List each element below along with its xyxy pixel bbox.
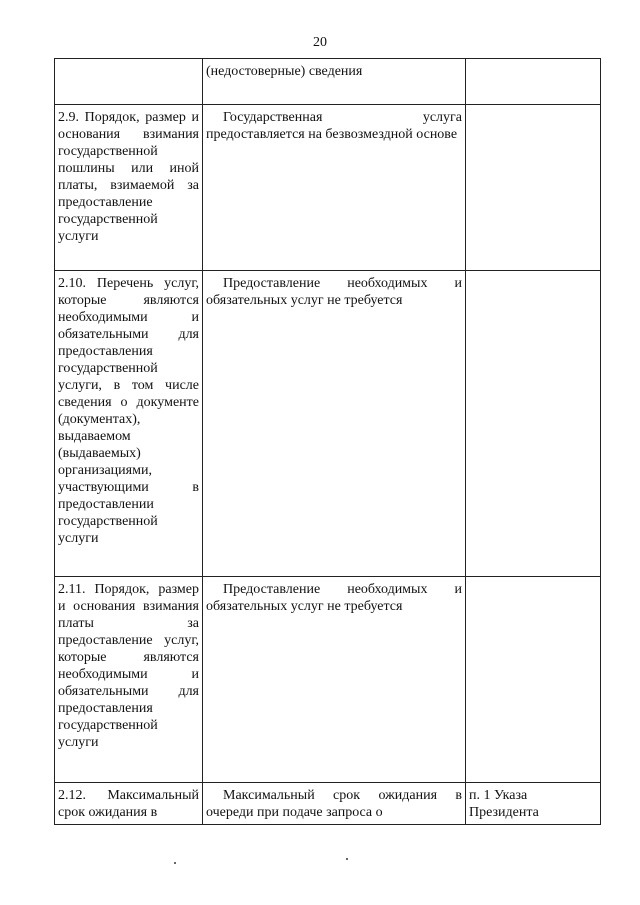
row-reference-cell <box>466 577 601 783</box>
page-number: 20 <box>313 35 327 50</box>
row-reference-cell: п. 1 Указа Президента <box>466 783 601 825</box>
row-heading-cell: 2.10. Перечень услуг, которые являются необходимыми и обязательными для предоставления государственной услуги, в том числе сведения о документе (документах), выдаваемом (выдаваемых) организациями, участвующими в предоставлении государственной услуги <box>55 271 203 577</box>
row-heading-cell <box>55 59 203 105</box>
row-heading-cell: 2.12. Максимальный срок ожидания в <box>55 783 203 825</box>
row-heading-cell: 2.9. Порядок, размер и основания взимания государственной пошлины или иной платы, взимаемой за предоставление государственной услуги <box>55 105 203 271</box>
row-reference-cell <box>466 105 601 271</box>
row-reference-cell <box>466 271 601 577</box>
table-row <box>55 577 601 783</box>
row-reference-cell <box>466 59 601 105</box>
row-content-cell: Предоставление необходимых и обязательных услуг не требуется <box>203 577 466 783</box>
table-row <box>55 59 601 105</box>
table-row <box>55 271 601 577</box>
row-heading-cell: 2.11. Порядок, размер и основания взимания платы за предоставление услуг, которые являются необходимыми и обязательными для предоставления государственной услуги <box>55 577 203 783</box>
row-content-cell: (недостоверные) сведения <box>203 59 466 105</box>
row-content-cell: Максимальный срок ожидания в очереди при подаче запроса о <box>203 783 466 825</box>
row-content-cell: Предоставление необходимых и обязательных услуг не требуется <box>203 271 466 577</box>
services-table <box>54 58 601 825</box>
scan-speck <box>346 858 348 860</box>
table-row <box>55 105 601 271</box>
scan-speck <box>174 862 176 864</box>
table-row <box>55 783 601 825</box>
row-content-cell: Государственная услуга предоставляется на безвозмездной основе <box>203 105 466 271</box>
